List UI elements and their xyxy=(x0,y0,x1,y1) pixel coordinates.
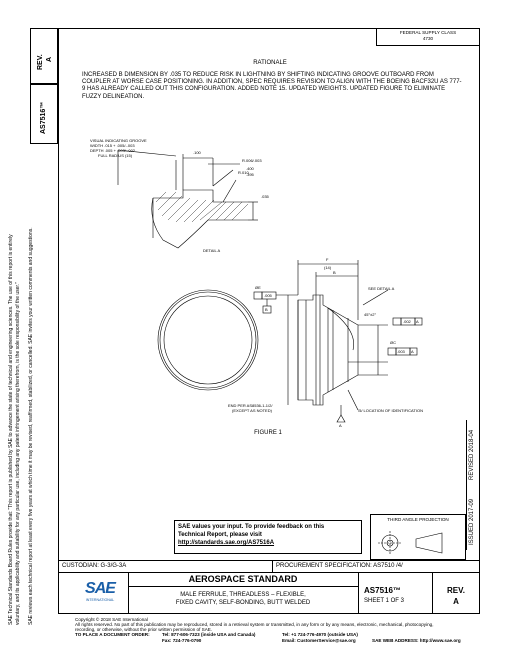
notice-line-3: SAE reviews each technical report at least every five years at which time it may be revised, reaffirmed, stabilized, or cancelled. SAE invites your written comments and suggestions. xyxy=(28,227,34,625)
dim-395: .395 xyxy=(246,172,254,177)
dim-b: B xyxy=(333,270,336,275)
title-line-2: FIXED CAVITY, SELF-BONDING, BUTT WELDED xyxy=(175,600,311,606)
fcf-c: .003 xyxy=(397,349,405,354)
fcf-right-ref: A xyxy=(416,319,419,324)
figure-drawing xyxy=(58,130,468,430)
custodian-divider xyxy=(272,560,273,572)
rev-label: REV. xyxy=(447,586,465,595)
groove-note-3: DEPTH .005 + .003/-.002 xyxy=(90,148,136,153)
right-strip-divider xyxy=(466,420,467,550)
dim-f: F xyxy=(326,257,329,262)
dim-14: (14) xyxy=(324,265,332,270)
web-address[interactable]: SAE WEB ADDRESS: http://www.sae.org xyxy=(372,638,461,643)
datum-c: ØC xyxy=(390,340,396,345)
fcf-e: .005 xyxy=(264,293,272,298)
federal-supply-label: FEDERAL SUPPLY CLASS xyxy=(399,30,457,35)
rationale-title: RATIONALE xyxy=(253,60,287,66)
detail-a-label: DETAIL A xyxy=(203,248,221,253)
copyright: Copyright © 2018 SAE International xyxy=(75,617,148,622)
datum-e: ØE xyxy=(255,285,261,290)
notice-line-1: SAE Technical Standards Board Rules provide that: “This report is published by SAE to advance the state of technical and engineering sciences. The use of this report is entirely xyxy=(8,234,14,625)
rights-1: All rights reserved. No part of this publication may be reproduced, stored in a retrieval system or transmitted, in any form or by any means, electronic, mechanical, photocopying, xyxy=(75,622,434,627)
projection-symbol xyxy=(376,526,460,558)
datum-a: A xyxy=(339,423,342,428)
rev-label-left: REV. xyxy=(37,54,44,70)
standard-underline xyxy=(128,586,358,587)
custodian-top-line xyxy=(58,560,480,561)
feedback-link[interactable]: http://standards.sae.org/AS7516A xyxy=(178,540,275,546)
groove-note-4: FULL RADIUS (15) xyxy=(98,153,133,158)
dim-r010: R.010 xyxy=(238,170,249,175)
aerospace-standard: AEROSPACE STANDARD xyxy=(188,574,298,584)
federal-supply-value: 4730 xyxy=(422,36,434,41)
datum-b: B xyxy=(265,307,268,312)
feedback-line-1: SAE values your input. To provide feedback on this xyxy=(178,524,325,530)
see-detail-a: SEE DETAIL A xyxy=(368,286,395,291)
notice-line-2: voluntary, and its applicability and suitability for any particular use, including any patent infringement arising therefrom, is the sole responsibility of the user.” xyxy=(15,282,21,625)
groove-note-2: WIDTH .015 + .005/-.003 xyxy=(90,143,135,148)
title-block-top-line xyxy=(58,572,480,573)
figure-label: FIGURE 1 xyxy=(254,430,282,436)
dim-400: .400 xyxy=(246,166,254,171)
issued-date: ISSUED 2017-09 xyxy=(469,498,475,545)
custodian: CUSTODIAN: G-3/G-3A xyxy=(62,563,127,569)
fcf-right: .002 xyxy=(403,319,411,324)
tel-outside: Tel: +1 724-776-4970 (outside USA) xyxy=(282,632,358,637)
procurement-spec: PROCUREMENT SPECIFICATION: AS7510 /4/ xyxy=(276,563,403,569)
feedback-line-2: Technical Report, please visit xyxy=(178,532,262,538)
projection-label: THIRD ANGLE PROJECTION xyxy=(387,517,449,522)
end-per-2: (EXCEPT AS NOTED) xyxy=(232,408,272,413)
fax: Fax: 724-776-0790 xyxy=(162,638,202,643)
rev-value: A xyxy=(453,597,459,606)
revised-date: REVISED 2018-04 xyxy=(469,429,475,480)
rationale-text: INCREASED B DIMENSION BY .035 TO REDUCE RISK IN LIGHTNING BY SHIFTING INDICATING GROOVE OUTBOARD FROM COUPLER AT WORSE CASE POSITIONING. IN ADDITION, SPEC REQUIRES REVISION TO ALIGN WITH THE BOEING BACF32U AS 777-9 HAS ALREADY CALLED OUT THIS CONFIGURATION. ADDED NOTE 15. UPDATED WEIGHTS. UPDATED FIGURE TO ELIMINATE FUZZY DELINEATION. xyxy=(82,72,462,100)
order-label: TO PLACE A DOCUMENT ORDER: xyxy=(75,632,150,637)
location-note: /5/ LOCATION OF IDENTIFICATION xyxy=(358,408,423,413)
sae-logo-sub: INTERNATIONAL xyxy=(85,598,115,602)
sheet-number: SHEET 1 OF 3 xyxy=(364,598,404,604)
angle-dim: 45°±2° xyxy=(364,312,377,317)
tel-usa: Tel: 877-606-7323 (inside USA and Canada) xyxy=(162,632,256,637)
dim-r006: R.006/.003 xyxy=(242,158,262,163)
doc-number-left: AS7516™ xyxy=(40,101,47,134)
sae-logo: SAE xyxy=(85,580,115,597)
dim-035: .035 xyxy=(261,194,269,199)
docnum-divider xyxy=(358,572,359,614)
fcf-c-ref: A xyxy=(411,349,414,354)
end-per-1: END PER AS8536-1-1/2/ xyxy=(228,403,273,408)
groove-note-1: VISUAL INDICATING GROOVE xyxy=(90,138,147,143)
rights-2: recording, or otherwise, without the prior written permission of SAE. xyxy=(75,627,213,632)
dim-100: .100 xyxy=(193,150,201,155)
rev-value-left: A xyxy=(46,56,53,62)
rev-box-left xyxy=(30,28,58,84)
email: Email: CustomerService@sae.org xyxy=(282,638,356,643)
doc-number: AS7516™ xyxy=(364,586,401,595)
title-line-1: MALE FERRULE, THREADLESS – FLEXIBLE, xyxy=(180,592,306,598)
